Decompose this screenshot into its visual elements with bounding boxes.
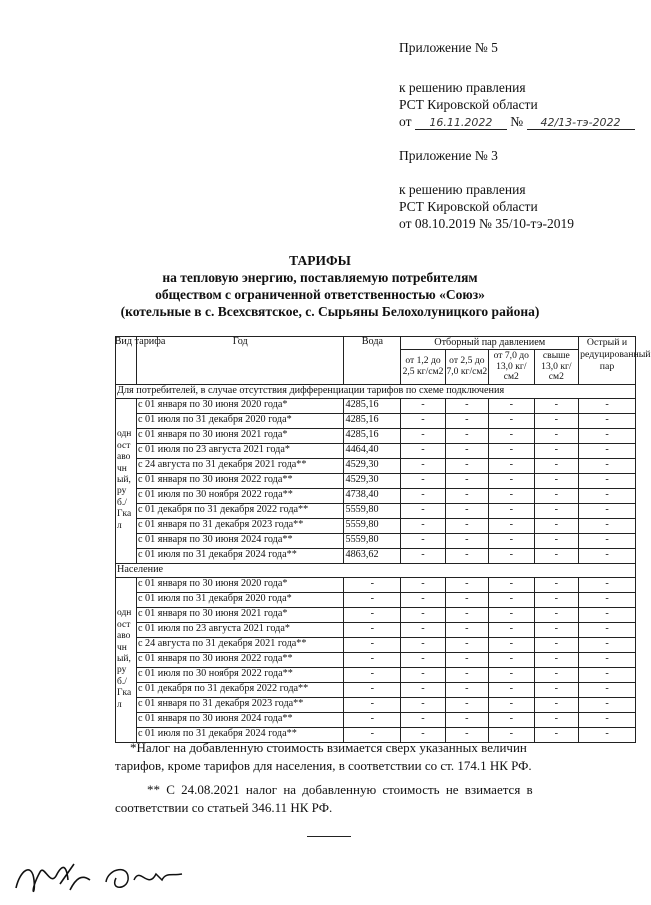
dash-cell: - [488, 667, 534, 682]
dash-cell: - [488, 443, 534, 458]
handwritten-number: 42/13-тэ-2022 [527, 116, 635, 130]
table-row [116, 637, 636, 652]
dash-cell: - [401, 607, 445, 622]
dash-cell: - [579, 473, 636, 488]
dash-cell: - [534, 533, 578, 548]
dash-cell: - [488, 548, 534, 563]
water-value-cell: 5559,80 [344, 518, 401, 533]
table-row [116, 458, 636, 473]
period-cell: с 01 июля по 31 декабря 2024 года** [136, 548, 343, 563]
water-value-cell: - [344, 607, 401, 622]
period-cell: с 01 июля по 23 августа 2021 года* [136, 443, 343, 458]
water-value-cell: 4529,30 [344, 473, 401, 488]
appendix-3-decision: к решению правления [399, 182, 526, 197]
dash-cell: - [579, 413, 636, 428]
dash-cell: - [534, 577, 578, 592]
dash-cell: - [534, 458, 578, 473]
tariff-kind-cell [116, 577, 137, 742]
signature-1 [10, 850, 100, 900]
dash-cell: - [401, 473, 445, 488]
table-row [116, 533, 636, 548]
period-cell: с 01 января по 30 июня 2024 года** [136, 533, 343, 548]
table-row [116, 398, 636, 413]
dash-cell: - [401, 413, 445, 428]
dash-cell: - [488, 712, 534, 727]
table-row [116, 518, 636, 533]
dash-cell: - [579, 503, 636, 518]
dash-cell: - [401, 712, 445, 727]
period-cell: с 01 января по 31 декабря 2023 года** [136, 518, 343, 533]
appendix-5-ref [399, 114, 635, 130]
period-cell: с 24 августа по 31 декабря 2021 года** [136, 637, 343, 652]
header-year: Год [136, 337, 343, 385]
dash-cell: - [445, 637, 488, 652]
dash-cell: - [401, 458, 445, 473]
dash-cell: - [401, 697, 445, 712]
tariff-kind-label: одноставочный, руб./Гкал [117, 608, 132, 710]
dash-cell: - [445, 712, 488, 727]
dash-cell: - [445, 622, 488, 637]
dash-cell: - [534, 712, 578, 727]
dash-cell: - [488, 637, 534, 652]
period-cell: с 01 декабря по 31 декабря 2022 года** [136, 503, 343, 518]
table-row [116, 548, 636, 563]
dash-cell: - [488, 682, 534, 697]
dash-cell: - [401, 518, 445, 533]
ref-number-sign: № [510, 114, 524, 129]
water-value-cell: - [344, 712, 401, 727]
water-value-cell: 4285,16 [344, 413, 401, 428]
dash-cell: - [401, 682, 445, 697]
dash-cell: - [488, 398, 534, 413]
header-steam-2: от 2,5 до 7,0 кг/см2 [445, 350, 488, 385]
dash-cell: - [401, 488, 445, 503]
dash-cell: - [445, 503, 488, 518]
table-row [116, 428, 636, 443]
dash-cell: - [579, 607, 636, 622]
dash-cell: - [579, 443, 636, 458]
dash-cell: - [488, 488, 534, 503]
dash-cell: - [579, 697, 636, 712]
dash-cell: - [445, 458, 488, 473]
dash-cell: - [534, 667, 578, 682]
dash-cell: - [488, 428, 534, 443]
appendix-5-org: РСТ Кировской области [399, 97, 538, 112]
dash-cell: - [579, 712, 636, 727]
dash-cell: - [579, 637, 636, 652]
dash-cell: - [579, 518, 636, 533]
dash-cell: - [534, 413, 578, 428]
period-cell: с 01 января по 31 декабря 2023 года** [136, 697, 343, 712]
dash-cell: - [445, 652, 488, 667]
dash-cell: - [445, 473, 488, 488]
water-value-cell: 4285,16 [344, 398, 401, 413]
table-row [116, 697, 636, 712]
period-cell: с 01 июля по 30 ноября 2022 года** [136, 488, 343, 503]
dash-cell: - [488, 518, 534, 533]
header-steam-3: от 7,0 до 13,0 кг/см2 [488, 350, 534, 385]
period-cell: с 01 января по 30 июня 2021 года* [136, 428, 343, 443]
dash-cell: - [401, 428, 445, 443]
appendix-3-label: Приложение № 3 [399, 148, 498, 163]
footnote-2a: ** С 24.08.2021 налог на добавленную стоимость не взимается в [147, 782, 533, 797]
dash-cell: - [488, 592, 534, 607]
dash-cell: - [579, 652, 636, 667]
doc-subtitle-3: (котельные в с. Всехсвятское, с. Сырьяны Белохолуницкого района) [120, 304, 540, 319]
doc-subtitle-1: на тепловую энергию, поставляемую потребителям [162, 270, 478, 285]
dash-cell: - [488, 652, 534, 667]
dash-cell: - [534, 622, 578, 637]
water-value-cell: - [344, 667, 401, 682]
dash-cell: - [445, 592, 488, 607]
dash-cell: - [445, 428, 488, 443]
water-value-cell: - [344, 652, 401, 667]
dash-cell: - [579, 727, 636, 742]
header-sharp-steam: Острый и редуцированный пар [579, 337, 636, 385]
table-row [116, 622, 636, 637]
dash-cell: - [534, 473, 578, 488]
dash-cell: - [488, 503, 534, 518]
water-value-cell: 4529,30 [344, 458, 401, 473]
dash-cell: - [488, 577, 534, 592]
footnote-1b: тарифов, кроме тарифов для населения, в соответствии со ст. 174.1 НК РФ. [115, 758, 532, 773]
dash-cell: - [401, 652, 445, 667]
tariff-kind-cell [116, 398, 137, 563]
period-cell: с 01 января по 30 июня 2020 года* [136, 577, 343, 592]
header-steam-4: свыше 13,0 кг/см2 [534, 350, 578, 385]
period-cell: с 01 января по 30 июня 2020 года* [136, 398, 343, 413]
dash-cell: - [488, 607, 534, 622]
dash-cell: - [488, 473, 534, 488]
table-row [116, 682, 636, 697]
dash-cell: - [445, 697, 488, 712]
dash-cell: - [445, 518, 488, 533]
period-cell: с 01 января по 30 июня 2022 года** [136, 473, 343, 488]
dash-cell: - [534, 592, 578, 607]
water-value-cell: 5559,80 [344, 533, 401, 548]
water-value-cell: - [344, 592, 401, 607]
dash-cell: - [579, 428, 636, 443]
dash-cell: - [401, 577, 445, 592]
period-cell: с 01 декабря по 31 декабря 2022 года** [136, 682, 343, 697]
dash-cell: - [488, 727, 534, 742]
water-value-cell: 5559,80 [344, 503, 401, 518]
dash-cell: - [579, 667, 636, 682]
dash-cell: - [445, 607, 488, 622]
dash-cell: - [401, 503, 445, 518]
period-cell: с 24 августа по 31 декабря 2021 года** [136, 458, 343, 473]
period-cell: с 01 января по 30 июня 2024 года** [136, 712, 343, 727]
dash-cell: - [401, 548, 445, 563]
period-cell: с 01 июля по 30 ноября 2022 года** [136, 667, 343, 682]
dash-cell: - [445, 548, 488, 563]
dash-cell: - [579, 398, 636, 413]
dash-cell: - [534, 697, 578, 712]
dash-cell: - [445, 398, 488, 413]
dash-cell: - [401, 637, 445, 652]
water-value-cell: - [344, 577, 401, 592]
dash-cell: - [401, 592, 445, 607]
doc-subtitle-2: обществом с ограниченной ответственностью «Союз» [155, 287, 485, 302]
water-value-cell: - [344, 682, 401, 697]
dash-cell: - [579, 458, 636, 473]
header-steam: Отборный пар давлением [401, 337, 579, 350]
period-cell: с 01 июля по 23 августа 2021 года* [136, 622, 343, 637]
appendix-5-decision: к решению правления [399, 80, 526, 95]
dash-cell: - [579, 577, 636, 592]
dash-cell: - [445, 682, 488, 697]
dash-cell: - [579, 592, 636, 607]
table-row [116, 413, 636, 428]
table-row [116, 607, 636, 622]
dash-cell: - [534, 727, 578, 742]
dash-cell: - [401, 622, 445, 637]
table-row [116, 712, 636, 727]
dash-cell: - [534, 443, 578, 458]
dash-cell: - [579, 533, 636, 548]
header-kind: Вид тарифа [116, 337, 137, 385]
dash-cell: - [534, 488, 578, 503]
dash-cell: - [534, 503, 578, 518]
dash-cell: - [445, 443, 488, 458]
table-row [116, 503, 636, 518]
dash-cell: - [579, 622, 636, 637]
water-value-cell: 4863,62 [344, 548, 401, 563]
dash-cell: - [445, 727, 488, 742]
dash-cell: - [401, 727, 445, 742]
dash-cell: - [488, 697, 534, 712]
table-row [116, 592, 636, 607]
doc-title: ТАРИФЫ [289, 253, 351, 268]
appendix-5-label: Приложение № 5 [399, 40, 498, 55]
table-row [116, 473, 636, 488]
handwritten-date: 16.11.2022 [415, 116, 507, 130]
tariff-table [114, 336, 651, 743]
signature-2 [100, 850, 190, 900]
table-row [116, 488, 636, 503]
dash-cell: - [445, 577, 488, 592]
table-row [116, 443, 636, 458]
dash-cell: - [534, 548, 578, 563]
dash-cell: - [534, 428, 578, 443]
dash-cell: - [534, 398, 578, 413]
footnote-2b: соответствии со статьей 346.11 НК РФ. [115, 800, 333, 815]
dash-cell: - [534, 637, 578, 652]
period-cell: с 01 января по 30 июня 2021 года* [136, 607, 343, 622]
dash-cell: - [579, 682, 636, 697]
dash-cell: - [579, 488, 636, 503]
water-value-cell: - [344, 697, 401, 712]
water-value-cell: - [344, 727, 401, 742]
water-value-cell: - [344, 622, 401, 637]
period-cell: с 01 января по 30 июня 2022 года** [136, 652, 343, 667]
ref-prefix: от [399, 114, 412, 129]
water-value-cell: 4285,16 [344, 428, 401, 443]
water-value-cell: 4464,40 [344, 443, 401, 458]
water-value-cell: - [344, 637, 401, 652]
dash-cell: - [401, 533, 445, 548]
header-steam-1: от 1,2 до 2,5 кг/см2 [401, 350, 445, 385]
dash-cell: - [488, 533, 534, 548]
period-cell: с 01 июля по 31 декабря 2024 года** [136, 727, 343, 742]
appendix-3-org: РСТ Кировской области [399, 199, 538, 214]
table-row [116, 652, 636, 667]
dash-cell: - [579, 548, 636, 563]
dash-cell: - [534, 682, 578, 697]
dash-cell: - [401, 443, 445, 458]
tariff-kind-label: одноставочный, руб./Гкал [117, 429, 132, 531]
dash-cell: - [488, 458, 534, 473]
dash-cell: - [445, 533, 488, 548]
period-cell: с 01 июля по 31 декабря 2020 года* [136, 592, 343, 607]
header-water: Вода [344, 337, 401, 385]
dash-cell: - [534, 607, 578, 622]
table-row [116, 667, 636, 682]
dash-cell: - [445, 413, 488, 428]
period-cell: с 01 июля по 31 декабря 2020 года* [136, 413, 343, 428]
dash-cell: - [401, 667, 445, 682]
dash-cell: - [534, 652, 578, 667]
dash-cell: - [488, 622, 534, 637]
section-title: Для потребителей, в случае отсутствия дифференциации тарифов по схеме подключения [116, 384, 636, 398]
dash-cell: - [534, 518, 578, 533]
water-value-cell: 4738,40 [344, 488, 401, 503]
separator-line [307, 836, 351, 837]
dash-cell: - [488, 413, 534, 428]
footnote-1a: *Налог на добавленную стоимость взимается сверх указанных величин [130, 740, 527, 755]
dash-cell: - [445, 488, 488, 503]
section-title: Население [116, 563, 636, 577]
dash-cell: - [401, 398, 445, 413]
dash-cell: - [445, 667, 488, 682]
table-row [116, 577, 636, 592]
appendix-3-ref: от 08.10.2019 № 35/10-тэ-2019 [399, 216, 574, 231]
